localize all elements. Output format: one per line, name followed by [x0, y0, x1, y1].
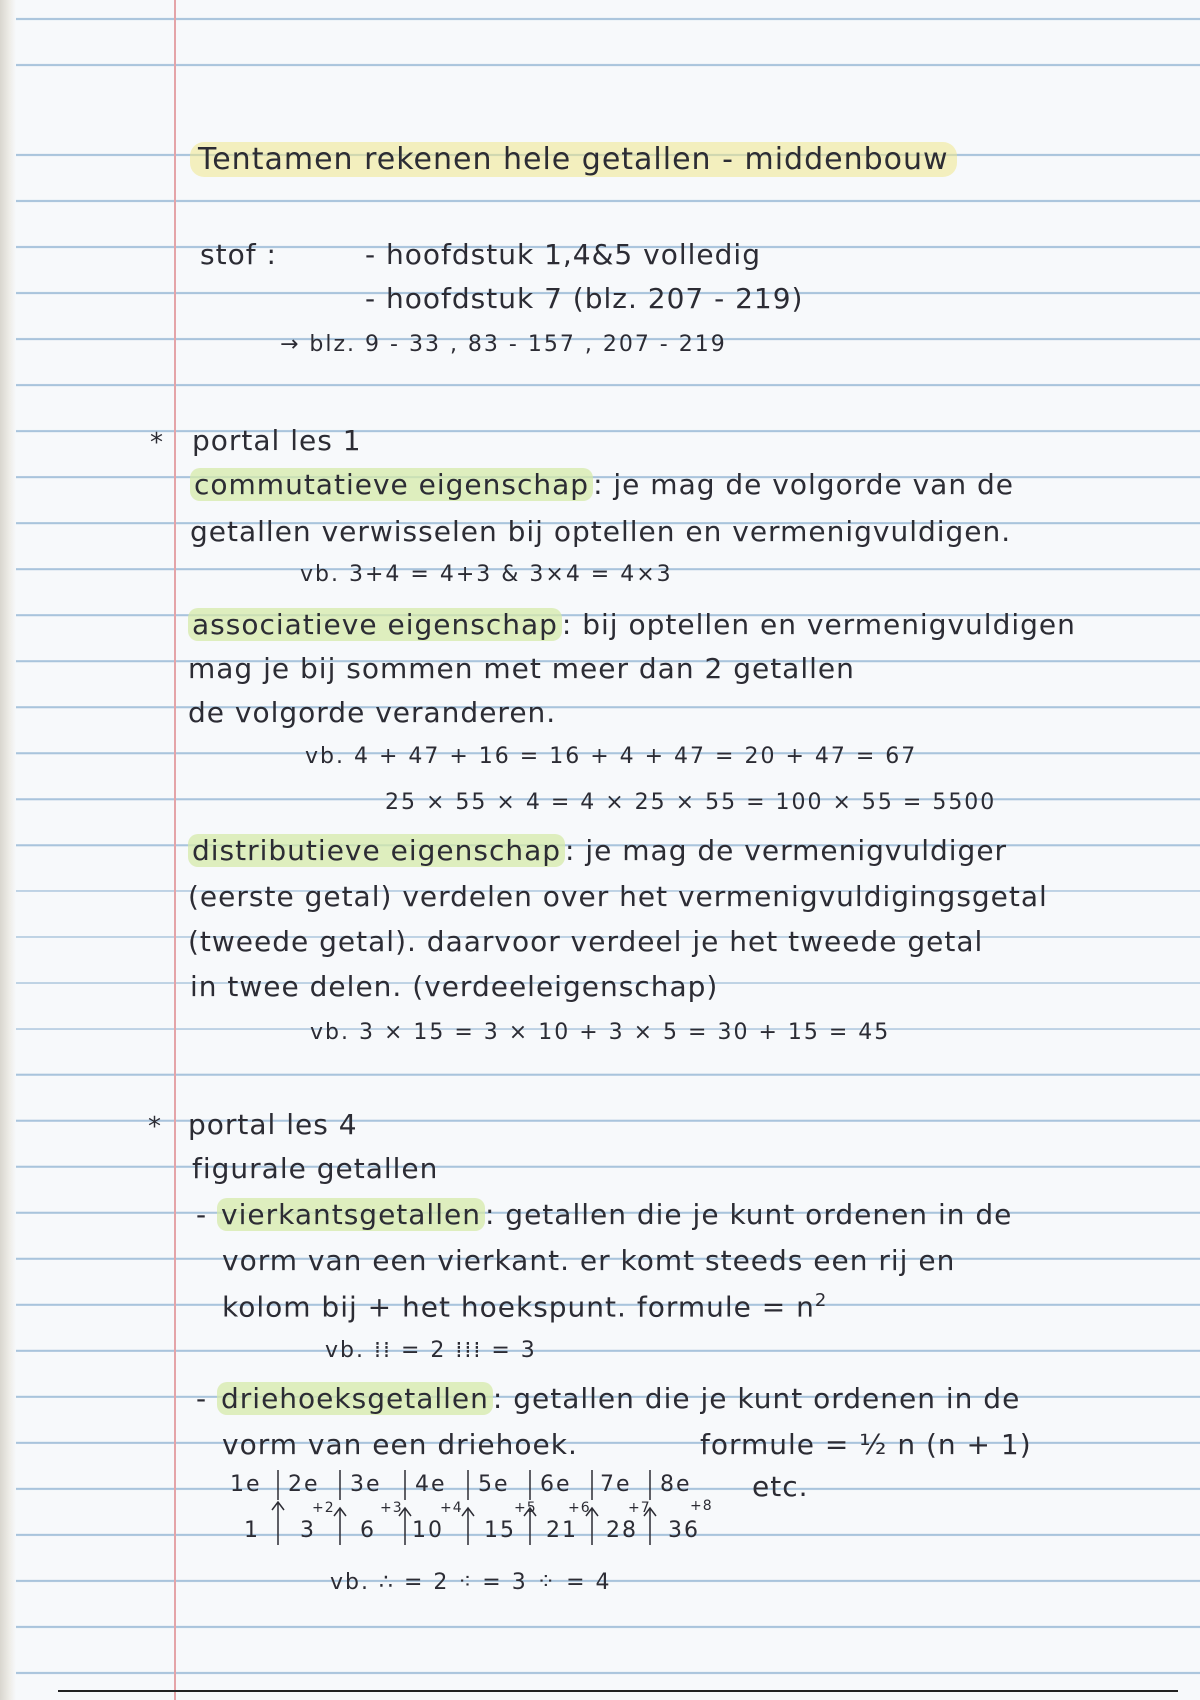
- value-2: 3: [300, 1518, 316, 1543]
- distributief-text-1: : je mag de vermenigvuldiger: [565, 834, 1008, 867]
- ordinal-1: 1e: [230, 1472, 262, 1497]
- ordinal-5: 5e: [478, 1472, 510, 1497]
- stof-line-1: - hoofdstuk 1,4&5 volledig: [365, 238, 761, 271]
- distributief-line-3: (tweede getal). daarvoor verdeel je het tweede getal: [188, 925, 984, 958]
- driehoek-term: driehoeksgetallen: [217, 1382, 493, 1415]
- vierkant-term: vierkantsgetallen: [217, 1198, 485, 1231]
- section-subheading: figurale getallen: [192, 1152, 439, 1185]
- increment-5: +6: [568, 1500, 591, 1516]
- commutatief-line-2: getallen verwisselen bij optellen en vermenigvuldigen.: [190, 515, 1012, 548]
- commutatief-text-1: : je mag de volgorde van de: [593, 468, 1014, 501]
- stof-line-3: → blz. 9 - 33 , 83 - 157 , 207 - 219: [280, 332, 727, 357]
- distributief-line-2: (eerste getal) verdelen over het vermenigvuldigingsgetal: [188, 880, 1048, 913]
- ordinal-7: 7e: [600, 1472, 632, 1497]
- increment-2: +3: [380, 1500, 403, 1516]
- value-6: 21: [546, 1518, 578, 1543]
- vierkant-text-1: : getallen die je kunt ordenen in de: [484, 1198, 1013, 1231]
- ordinal-3: 3e: [350, 1472, 382, 1497]
- vierkant-text-3: kolom bij + het hoekspunt. formule = n: [222, 1290, 815, 1324]
- value-3: 6: [360, 1518, 376, 1543]
- value-8: 36: [668, 1518, 700, 1543]
- bottom-rule: [58, 1690, 1178, 1692]
- distributief-term: distributieve eigenschap: [188, 834, 565, 867]
- commutatief-example: vb. 3+4 = 4+3 & 3×4 = 4×3: [300, 562, 673, 587]
- ordinal-6: 6e: [540, 1472, 572, 1497]
- page-title-text: Tentamen rekenen hele getallen - middenbouw: [190, 142, 957, 177]
- vierkant-line-2: vorm van een vierkant. er komt steeds een rij en: [222, 1244, 956, 1277]
- etc-label: etc.: [752, 1470, 809, 1503]
- bullet-star-icon: *: [148, 1112, 162, 1142]
- associatief-text-1: : bij optellen en vermenigvuldigen: [561, 608, 1076, 641]
- distributief-example: vb. 3 × 15 = 3 × 10 + 3 × 5 = 30 + 15 = 45: [310, 1020, 891, 1045]
- associatief-example-2: 25 × 55 × 4 = 4 × 25 × 55 = 100 × 55 = 5500: [385, 790, 997, 815]
- driehoek-example: vb. ∴ = 2 ⁖ = 3 ⁘ = 4: [330, 1570, 612, 1595]
- associatief-line-3: de volgorde veranderen.: [188, 696, 557, 729]
- section-heading-1: portal les 1: [192, 424, 362, 457]
- ordinal-8: 8e: [660, 1472, 692, 1497]
- driehoek-line-2: vorm van een driehoek.: [222, 1428, 578, 1461]
- associatief-example-1: vb. 4 + 47 + 16 = 16 + 4 + 47 = 20 + 47 = 67: [305, 744, 918, 769]
- bullet-star-icon: *: [150, 428, 164, 458]
- associatief-line-2: mag je bij sommen met meer dan 2 getallen: [188, 652, 855, 685]
- increment-6: +7: [628, 1500, 651, 1516]
- vierkant-superscript: 2: [814, 1290, 828, 1311]
- increment-3: +4: [440, 1500, 463, 1516]
- increment-7: +8: [690, 1498, 713, 1514]
- vierkant-dash: -: [196, 1198, 208, 1231]
- associatief-term: associatieve eigenschap: [188, 608, 562, 641]
- driehoek-formule: formule = ½ n (n + 1): [700, 1428, 1032, 1461]
- increment-4: +5: [514, 1500, 537, 1516]
- commutatief-term: commutatieve eigenschap: [190, 468, 593, 501]
- value-4: 10: [412, 1518, 444, 1543]
- section-heading-2: portal les 4: [188, 1108, 358, 1141]
- stof-line-2: - hoofdstuk 7 (blz. 207 - 219): [365, 282, 804, 315]
- ordinal-2: 2e: [288, 1472, 320, 1497]
- vierkant-example: vb. ⁞⁞ = 2 ⁞⁞⁞ = 3: [325, 1338, 537, 1363]
- stof-label: stof :: [200, 238, 277, 271]
- driehoek-dash: -: [196, 1382, 208, 1415]
- driehoek-text-1: : getallen die je kunt ordenen in de: [492, 1382, 1021, 1415]
- value-7: 28: [606, 1518, 638, 1543]
- value-5: 15: [484, 1518, 516, 1543]
- ordinal-4: 4e: [415, 1472, 447, 1497]
- distributief-line-4: in twee delen. (verdeeleigenschap): [190, 970, 719, 1003]
- value-1: 1: [244, 1518, 260, 1543]
- increment-1: +2: [312, 1500, 335, 1516]
